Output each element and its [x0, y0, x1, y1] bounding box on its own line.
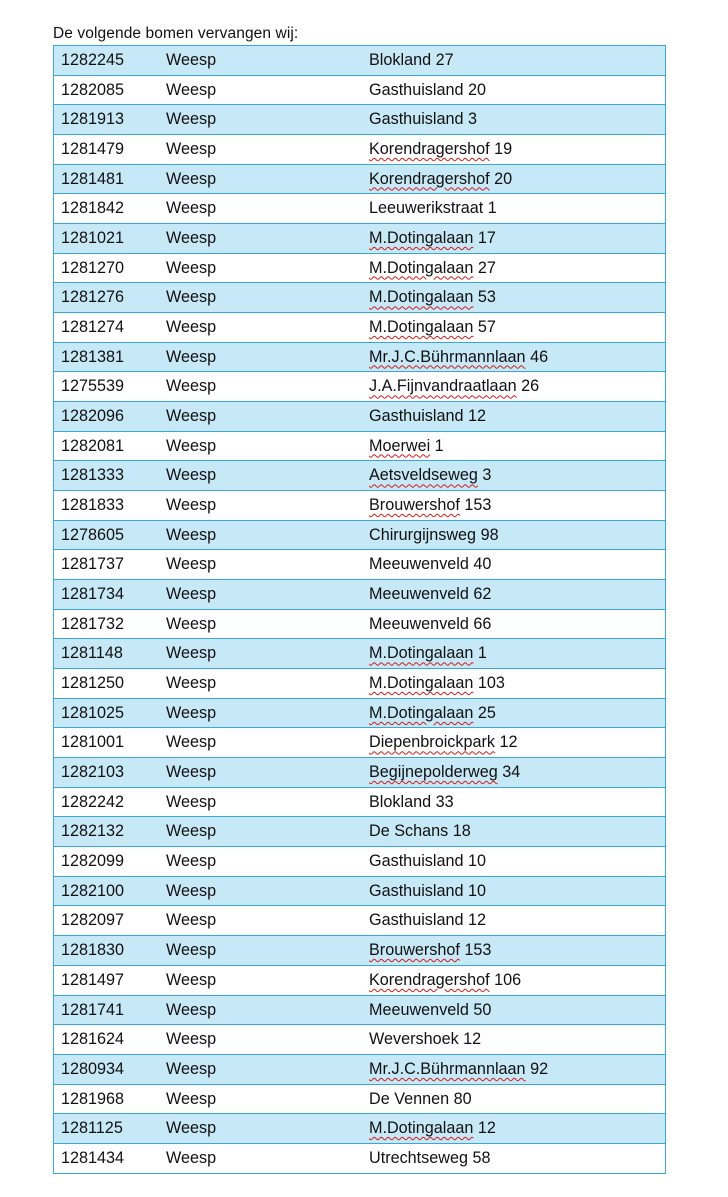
- street-name: Gasthuisland: [369, 881, 464, 900]
- street-name: Diepenbroickpark: [369, 733, 495, 752]
- address-cell: [369, 135, 512, 164]
- address-cell: [369, 1114, 496, 1143]
- address-cell: [369, 372, 539, 401]
- place-cell: Weesp: [166, 229, 217, 248]
- street-name: Korendragershof: [369, 140, 490, 159]
- address-cell: [369, 699, 496, 728]
- table-row: [54, 76, 665, 106]
- address-cell: [369, 165, 512, 194]
- table-row: [54, 135, 665, 165]
- house-number: 12: [477, 1119, 496, 1138]
- address-cell: [369, 283, 496, 312]
- house-number: 98: [480, 525, 499, 544]
- table-row: [54, 669, 665, 699]
- tree-id-cell: 1281148: [61, 644, 123, 663]
- table-row: [54, 283, 665, 313]
- place-cell: Weesp: [166, 970, 217, 989]
- street-name: De Schans: [369, 822, 449, 841]
- table-row: [54, 432, 665, 462]
- place-cell: Weesp: [166, 1119, 217, 1138]
- table-row: [54, 699, 665, 729]
- address-cell: [369, 491, 491, 520]
- table-row: [54, 521, 665, 551]
- address-cell: [369, 847, 486, 876]
- tree-id-cell: 1281274: [61, 318, 125, 337]
- tree-id-cell: 1282096: [61, 407, 125, 426]
- table-row: [54, 343, 665, 373]
- house-number: 3: [468, 110, 478, 129]
- street-name: M.Dotingalaan: [369, 318, 474, 337]
- tree-id-cell: 1281830: [61, 941, 125, 960]
- tree-id-cell: 1281481: [61, 169, 125, 188]
- place-cell: Weesp: [166, 199, 217, 218]
- house-number: 10: [468, 852, 487, 871]
- address-cell: [369, 1025, 481, 1054]
- house-number: 62: [473, 585, 492, 604]
- address-cell: [369, 224, 496, 253]
- address-cell: [369, 550, 491, 579]
- tree-id-cell: 1281734: [61, 585, 125, 604]
- street-name: Gasthuisland: [369, 110, 464, 129]
- house-number: 12: [468, 407, 487, 426]
- tree-id-cell: 1281497: [61, 970, 125, 989]
- street-name: Aetsveldseweg: [369, 466, 478, 485]
- place-cell: Weesp: [166, 703, 217, 722]
- house-number: 153: [464, 941, 492, 960]
- address-cell: [369, 1144, 490, 1173]
- street-name: Gasthuisland: [369, 911, 464, 930]
- house-number: 46: [530, 347, 549, 366]
- tree-id-cell: 1281250: [61, 674, 125, 693]
- tree-id-cell: 1282132: [61, 822, 125, 841]
- house-number: 103: [477, 674, 505, 693]
- address-cell: [369, 728, 517, 757]
- place-cell: Weesp: [166, 466, 217, 485]
- tree-id-cell: 1281276: [61, 288, 125, 307]
- table-row: [54, 610, 665, 640]
- tree-id-cell: 1275539: [61, 377, 125, 396]
- table-row: [54, 1144, 665, 1174]
- tree-id-cell: 1282100: [61, 881, 125, 900]
- address-cell: [369, 1085, 472, 1114]
- table-row: [54, 165, 665, 195]
- house-number: 58: [472, 1148, 491, 1167]
- house-number: 1: [434, 436, 444, 455]
- address-cell: [369, 46, 454, 75]
- street-name: Korendragershof: [369, 970, 490, 989]
- house-number: 12: [468, 911, 487, 930]
- tree-id-cell: 1281021: [61, 229, 125, 248]
- street-name: Gasthuisland: [369, 407, 464, 426]
- house-number: 57: [477, 318, 496, 337]
- tree-id-cell: 1281479: [61, 140, 125, 159]
- table-row: [54, 877, 665, 907]
- tree-id-cell: 1281025: [61, 703, 125, 722]
- place-cell: Weesp: [166, 407, 217, 426]
- tree-table: [53, 45, 666, 1174]
- tree-id-cell: 1282103: [61, 763, 125, 782]
- street-name: Wevershoek: [369, 1030, 459, 1049]
- place-cell: Weesp: [166, 555, 217, 574]
- table-row: [54, 1025, 665, 1055]
- street-name: M.Dotingalaan: [369, 674, 474, 693]
- address-cell: [369, 936, 491, 965]
- place-cell: Weesp: [166, 614, 217, 633]
- address-cell: [369, 906, 486, 935]
- address-cell: [369, 580, 491, 609]
- place-cell: Weesp: [166, 80, 217, 99]
- tree-id-cell: 1281381: [61, 347, 125, 366]
- address-cell: [369, 877, 486, 906]
- house-number: 106: [494, 970, 522, 989]
- table-row: [54, 313, 665, 343]
- address-cell: [369, 1055, 548, 1084]
- table-row: [54, 1055, 665, 1085]
- address-cell: [369, 343, 548, 372]
- tree-id-cell: 1278605: [61, 525, 125, 544]
- street-name: Blokland: [369, 51, 432, 69]
- house-number: 33: [435, 792, 454, 811]
- address-cell: [369, 817, 471, 846]
- place-cell: Weesp: [166, 318, 217, 337]
- place-cell: Weesp: [166, 288, 217, 307]
- tree-id-cell: 1281624: [61, 1030, 125, 1049]
- place-cell: Weesp: [166, 1059, 217, 1078]
- house-number: 25: [477, 703, 496, 722]
- street-name: Gasthuisland: [369, 852, 464, 871]
- street-name: Brouwershof: [369, 496, 460, 515]
- street-name: M.Dotingalaan: [369, 229, 474, 248]
- street-name: M.Dotingalaan: [369, 1119, 474, 1138]
- house-number: 50: [473, 1000, 492, 1019]
- place-cell: Weesp: [166, 674, 217, 693]
- table-row: [54, 1085, 665, 1115]
- address-cell: [369, 402, 486, 431]
- place-cell: Weesp: [166, 1148, 217, 1167]
- house-number: 10: [468, 881, 487, 900]
- table-row: [54, 194, 665, 224]
- address-cell: [369, 788, 454, 817]
- table-row: [54, 461, 665, 491]
- place-cell: Weesp: [166, 347, 217, 366]
- street-name: Korendragershof: [369, 169, 490, 188]
- street-name: Meeuwenveld: [369, 585, 469, 604]
- tree-id-cell: 1281001: [61, 733, 125, 752]
- place-cell: Weesp: [166, 1000, 217, 1019]
- street-name: De Vennen: [369, 1089, 450, 1108]
- street-name: Chirurgijnsweg: [369, 525, 477, 544]
- tree-id-cell: 1282085: [61, 80, 125, 99]
- tree-id-cell: 1282242: [61, 792, 125, 811]
- table-row: [54, 966, 665, 996]
- address-cell: [369, 996, 491, 1025]
- tree-id-cell: 1281833: [61, 496, 125, 515]
- house-number: 26: [521, 377, 540, 396]
- address-cell: [369, 966, 521, 995]
- table-row: [54, 580, 665, 610]
- place-cell: Weesp: [166, 1030, 217, 1049]
- house-number: 1: [477, 644, 487, 663]
- table-row: [54, 817, 665, 847]
- house-number: 12: [463, 1030, 482, 1049]
- house-number: 153: [464, 496, 492, 515]
- house-number: 40: [473, 555, 492, 574]
- address-cell: [369, 76, 486, 105]
- table-row: [54, 1114, 665, 1144]
- street-name: M.Dotingalaan: [369, 703, 474, 722]
- house-number: 92: [530, 1059, 549, 1078]
- table-row: [54, 550, 665, 580]
- table-row: [54, 224, 665, 254]
- tree-id-cell: 1282245: [61, 51, 125, 69]
- street-name: Meeuwenveld: [369, 1000, 469, 1019]
- street-name: Meeuwenveld: [369, 555, 469, 574]
- table-row: [54, 372, 665, 402]
- tree-id-cell: 1281842: [61, 199, 125, 218]
- place-cell: Weesp: [166, 436, 217, 455]
- tree-id-cell: 1281732: [61, 614, 125, 633]
- place-cell: Weesp: [166, 377, 217, 396]
- street-name: Mr.J.C.Bührmannlaan: [369, 347, 526, 366]
- place-cell: Weesp: [166, 644, 217, 663]
- table-row: [54, 728, 665, 758]
- place-cell: Weesp: [166, 585, 217, 604]
- place-cell: Weesp: [166, 881, 217, 900]
- tree-id-cell: 1281125: [61, 1119, 123, 1138]
- address-cell: [369, 461, 491, 490]
- place-cell: Weesp: [166, 258, 217, 277]
- house-number: 53: [477, 288, 496, 307]
- place-cell: Weesp: [166, 911, 217, 930]
- table-row: [54, 46, 665, 76]
- place-cell: Weesp: [166, 941, 217, 960]
- place-cell: Weesp: [166, 496, 217, 515]
- table-row: [54, 996, 665, 1026]
- place-cell: Weesp: [166, 733, 217, 752]
- tree-id-cell: 1282081: [61, 436, 125, 455]
- tree-id-cell: 1281741: [61, 1000, 125, 1019]
- tree-id-cell: 1281913: [61, 110, 125, 129]
- tree-id-cell: 1280934: [61, 1059, 125, 1078]
- street-name: M.Dotingalaan: [369, 288, 474, 307]
- address-cell: [369, 669, 505, 698]
- house-number: 20: [468, 80, 487, 99]
- street-name: Meeuwenveld: [369, 614, 469, 633]
- place-cell: Weesp: [166, 763, 217, 782]
- address-cell: [369, 758, 520, 787]
- tree-id-cell: 1281434: [61, 1148, 125, 1167]
- house-number: 19: [494, 140, 513, 159]
- table-row: [54, 402, 665, 432]
- place-cell: Weesp: [166, 140, 217, 159]
- table-row: [54, 639, 665, 669]
- table-row: [54, 788, 665, 818]
- street-name: Moerwei: [369, 436, 431, 455]
- address-cell: [369, 432, 444, 461]
- tree-id-cell: 1281968: [61, 1089, 125, 1108]
- address-cell: [369, 521, 499, 550]
- address-cell: [369, 610, 491, 639]
- house-number: 1: [487, 199, 497, 218]
- table-row: [54, 847, 665, 877]
- street-name: Brouwershof: [369, 941, 460, 960]
- street-name: M.Dotingalaan: [369, 258, 474, 277]
- place-cell: Weesp: [166, 1089, 217, 1108]
- house-number: 20: [494, 169, 513, 188]
- tree-id-cell: 1281737: [61, 555, 125, 574]
- table-row: [54, 105, 665, 135]
- address-cell: [369, 254, 496, 283]
- address-cell: [369, 194, 497, 223]
- street-name: Leeuwerikstraat: [369, 199, 484, 218]
- street-name: M.Dotingalaan: [369, 644, 474, 663]
- tree-id-cell: 1281333: [61, 466, 125, 485]
- address-cell: [369, 639, 487, 668]
- tree-id-cell: 1282097: [61, 911, 125, 930]
- house-number: 34: [502, 763, 521, 782]
- house-number: 17: [477, 229, 496, 248]
- place-cell: Weesp: [166, 51, 217, 69]
- street-name: J.A.Fijnvandraatlaan: [369, 377, 517, 396]
- street-name: Begijnepolderweg: [369, 763, 498, 782]
- house-number: 18: [452, 822, 471, 841]
- house-number: 3: [482, 466, 492, 485]
- table-row: [54, 758, 665, 788]
- address-cell: [369, 105, 477, 134]
- street-name: Blokland: [369, 792, 432, 811]
- table-row: [54, 254, 665, 284]
- tree-id-cell: 1281270: [61, 258, 125, 277]
- table-row: [54, 936, 665, 966]
- street-name: Utrechtseweg: [369, 1148, 468, 1167]
- house-number: 66: [473, 614, 492, 633]
- table-row: [54, 491, 665, 521]
- street-name: Gasthuisland: [369, 80, 464, 99]
- street-name: Mr.J.C.Bührmannlaan: [369, 1059, 526, 1078]
- intro-text: De volgende bomen vervangen wij:: [53, 25, 299, 42]
- house-number: 27: [435, 51, 454, 69]
- house-number: 12: [499, 733, 518, 752]
- place-cell: Weesp: [166, 169, 217, 188]
- place-cell: Weesp: [166, 110, 217, 129]
- address-cell: [369, 313, 496, 342]
- table-row: [54, 906, 665, 936]
- place-cell: Weesp: [166, 852, 217, 871]
- house-number: 27: [477, 258, 496, 277]
- place-cell: Weesp: [166, 822, 217, 841]
- tree-id-cell: 1282099: [61, 852, 125, 871]
- place-cell: Weesp: [166, 525, 217, 544]
- house-number: 80: [453, 1089, 472, 1108]
- place-cell: Weesp: [166, 792, 217, 811]
